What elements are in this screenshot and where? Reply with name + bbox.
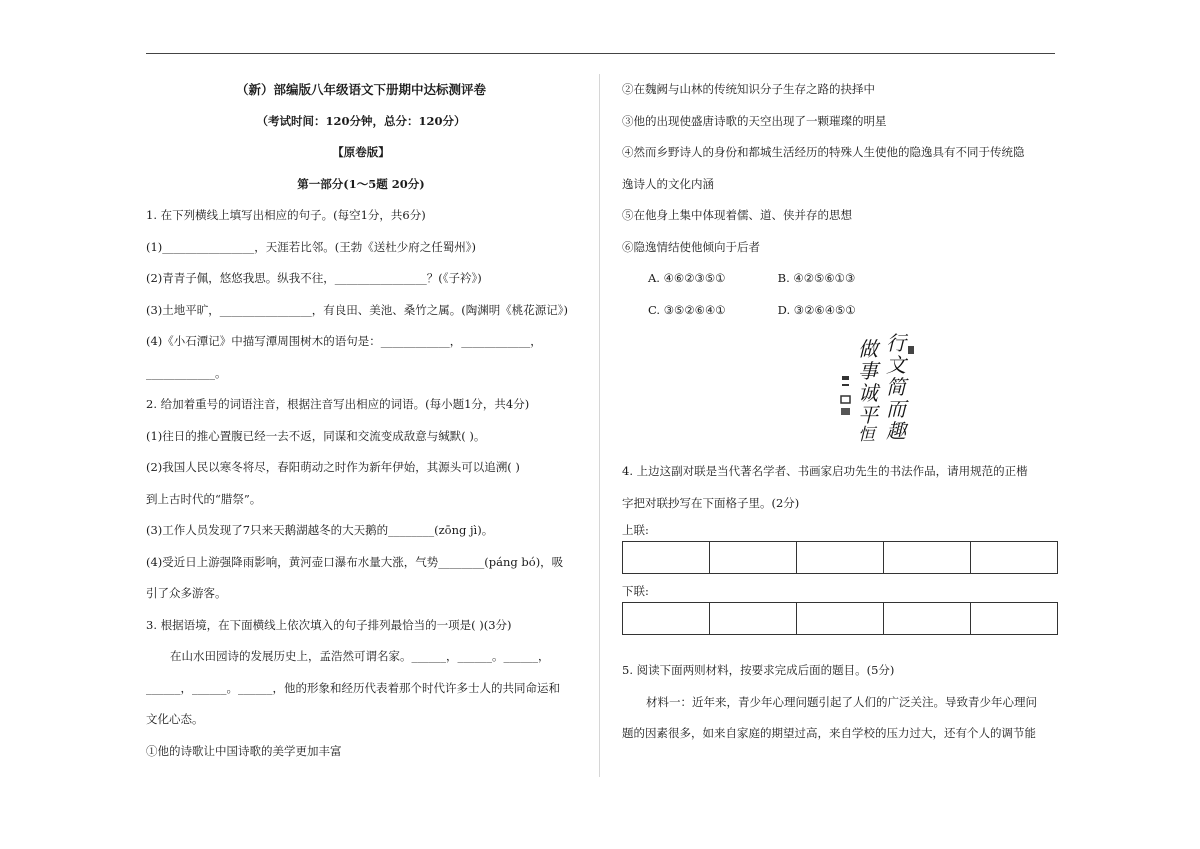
option-d[interactable]: D. ③②⑥④⑤①	[777, 302, 856, 317]
svg-text:做: 做	[858, 337, 878, 361]
svg-text:文: 文	[886, 353, 906, 377]
q2-item-1: (1)往日的推心置腹已经一去不返，同谋和交流变成敌意与缄默( )。	[146, 428, 486, 443]
q2-item-2-cont: 到上古时代的“腊祭”。	[146, 491, 262, 506]
q3-options-row-1	[622, 263, 1058, 295]
q2-item-2: (2)我国人民以寒冬将尽，春阳萌动之时作为新年伊始，其源头可以追溯( )	[146, 460, 520, 474]
grid-cell[interactable]	[710, 603, 797, 634]
right-column	[622, 74, 1058, 750]
q4-heading: 4. 上边这副对联是当代著名学者、书画家启功先生的书法作品，请用规范的正楷	[622, 464, 1028, 478]
svg-text:行: 行	[886, 331, 906, 355]
grid-cell[interactable]	[797, 603, 884, 634]
grid-cell[interactable]	[797, 542, 884, 573]
q3-statement-1: ①他的诗歌让中国诗歌的美学更加丰富	[146, 743, 342, 758]
q4-heading-cont: 字把对联抄写在下面格子里。(2分)	[622, 495, 800, 510]
grid-cell[interactable]	[884, 542, 971, 573]
q3-passage: 在山水田园诗的发展历史上，孟浩然可谓名家。______，______。______，	[170, 649, 550, 663]
calligraphy-image	[834, 328, 916, 442]
q1-item-2: (2)青青子佩，悠悠我思。纵我不往，________________？(《子衿》)	[146, 271, 482, 285]
edition-label: 【原卷版】	[332, 145, 390, 159]
svg-text:事: 事	[858, 359, 878, 383]
grid-cell[interactable]	[710, 542, 797, 573]
grid-cell[interactable]	[971, 542, 1057, 573]
lower-couplet-grid	[622, 602, 1058, 635]
option-b[interactable]: B. ④②⑤⑥①③	[777, 271, 856, 285]
grid-cell[interactable]	[971, 603, 1057, 634]
q1-item-4: (4)《小石潭记》中描写潭周围树木的语句是：____________，____________，	[146, 334, 542, 348]
header-rule	[146, 53, 1055, 54]
svg-text:平: 平	[858, 403, 878, 427]
material-one-line-2: 题的因素很多，如来自家庭的期望过高，来自学校的压力过大，还有个人的调节能	[622, 726, 1036, 740]
q2-heading: 2. 给加着重号的词语注音，根据注音写出相应的词语。(每小题1分，共4分)	[146, 397, 530, 411]
q3-passage-cont: ______，______。______，他的形象和经历代表着那个时代许多士人的共同命运和	[146, 680, 560, 695]
q2-item-4: (4)受近日上游强降雨影响，黄河壶口瀑布水量大涨，气势________(páng bó)，吸	[146, 554, 564, 569]
grid-cell[interactable]	[623, 542, 710, 573]
q1-item-3: (3)土地平旷，________________，有良田、美池、桑竹之属。(陶渊明《桃花源记》)	[146, 302, 569, 317]
upper-couplet-label: 上联:	[622, 523, 649, 537]
column-divider	[599, 74, 600, 777]
option-c[interactable]: C. ③⑤②⑥④①	[648, 302, 726, 317]
calligraphy-area	[622, 326, 1058, 456]
q3-statement-5: ⑤在他身上集中体现着儒、道、侠并存的思想	[622, 208, 852, 222]
exam-info: （考试时间：120分钟，总分：120分）	[256, 113, 466, 128]
left-column	[146, 74, 576, 767]
q3-passage-end: 文化心态。	[146, 712, 204, 726]
upper-couplet-grid	[622, 541, 1058, 574]
exam-title: （新）部编版八年级语文下册期中达标测评卷	[235, 82, 486, 97]
q1-heading: 1. 在下列横线上填写出相应的句子。(每空1分，共6分)	[146, 208, 426, 222]
svg-text:而: 而	[886, 397, 906, 421]
q3-statement-6: ⑥隐逸情结使他倾向于后者	[622, 239, 760, 254]
svg-text:诚: 诚	[858, 381, 878, 405]
lower-couplet-label: 下联:	[622, 584, 649, 598]
q3-statement-4: ④然而乡野诗人的身份和都城生活经历的特殊人生使他的隐逸具有不同于传统隐	[622, 145, 1025, 159]
q1-item-4-cont: ____________。	[146, 365, 227, 380]
q5-heading: 5. 阅读下面两则材料，按要求完成后面的题目。(5分)	[622, 663, 895, 677]
grid-cell[interactable]	[623, 603, 710, 634]
svg-text:简: 简	[886, 375, 906, 399]
q3-heading: 3. 根据语境，在下面横线上依次填入的句子排列最恰当的一项是( )(3分)	[146, 617, 512, 632]
q2-item-4-cont: 引了众多游客。	[146, 586, 227, 600]
q3-statement-4-cont: 逸诗人的文化内涵	[622, 176, 714, 191]
svg-text:趣: 趣	[886, 419, 906, 442]
q3-statement-2: ②在魏阙与山林的传统知识分子生存之路的抉择中	[622, 82, 875, 96]
option-a[interactable]: A. ④⑥②③⑤①	[648, 271, 726, 285]
part-heading: 第一部分(1～5题 20分)	[297, 176, 425, 191]
q2-item-3: (3)工作人员发现了7只来天鹅湖越冬的大天鹅的________(zōng jì)。	[146, 523, 494, 537]
svg-text:恒: 恒	[858, 425, 875, 442]
grid-cell[interactable]	[884, 603, 971, 634]
spacer	[622, 641, 1058, 655]
q3-statement-3: ③他的出现使盛唐诗歌的天空出现了一颗璀璨的明星	[622, 113, 887, 128]
material-one-line-1: 材料一：近年来，青少年心理问题引起了人们的广泛关注。导致青少年心理问	[646, 694, 1037, 709]
q3-options-row-2	[622, 295, 1058, 327]
q1-item-1: (1)________________，天涯若比邻。(王勃《送杜少府之任蜀州》)	[146, 239, 477, 254]
